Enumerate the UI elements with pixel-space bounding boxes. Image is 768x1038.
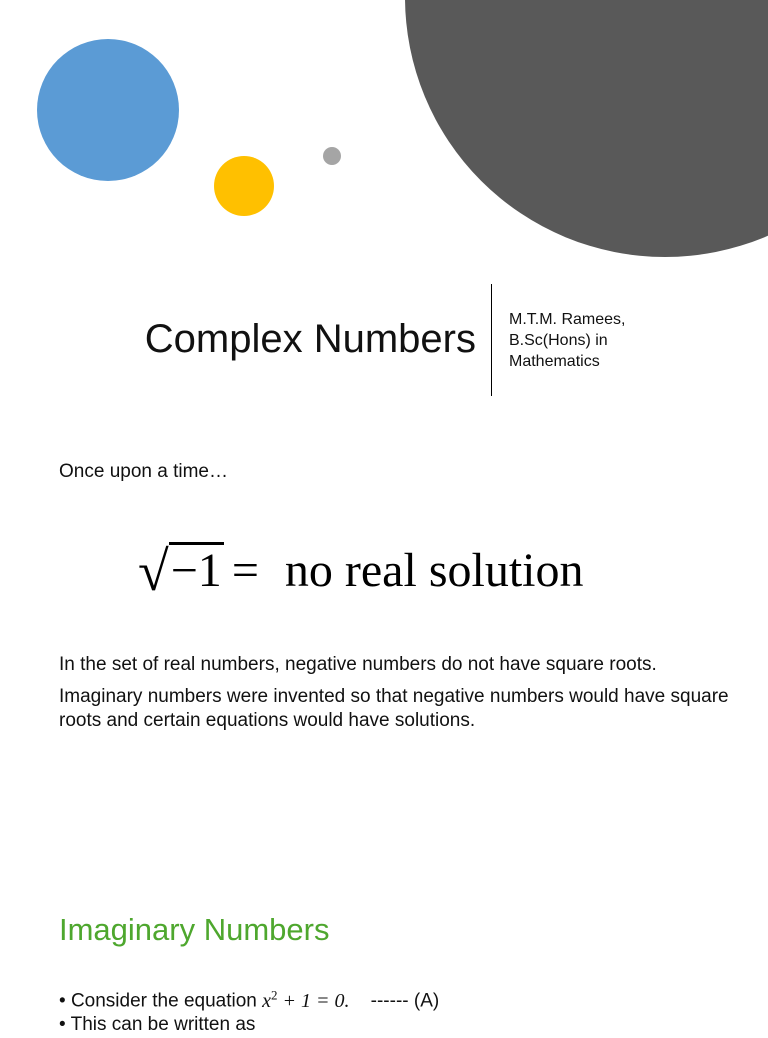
paragraph-real-numbers: In the set of real numbers, negative numbers do not have square roots. [59, 654, 657, 675]
equation-math: $x^2 + 1 = 0$. [262, 987, 350, 1012]
sqrt-formula [138, 530, 584, 610]
decorative-yellow-circle [214, 156, 274, 216]
bullet-written-as [59, 1012, 255, 1038]
title-divider [491, 284, 492, 396]
square-root-expression [138, 541, 224, 603]
author-field: Mathematics [509, 353, 600, 370]
author-block [509, 309, 625, 372]
formula-text: no real solution [284, 543, 584, 597]
bullet-marker-icon: • [59, 1014, 71, 1035]
slide-title: Complex Numbers [144, 317, 476, 361]
section-heading: Imaginary Numbers [59, 912, 330, 947]
intro-text: Once upon a time… [59, 461, 228, 482]
bullet-consider-equation [59, 982, 439, 1015]
bullet2-text: This can be written as [70, 1014, 256, 1035]
bullet-prefix: Consider the equation [70, 990, 257, 1012]
radicand: −1 [170, 544, 222, 598]
author-degree: B.Sc(Hons) in [509, 332, 608, 349]
decorative-grey-dot [323, 147, 341, 165]
decorative-blue-circle [37, 39, 179, 181]
author-name: M.T.M. Ramees, [509, 311, 626, 328]
decorative-dark-circle [405, 0, 768, 257]
equation-tag: ------ (A) [370, 990, 440, 1012]
bullet-marker-icon: • [59, 990, 71, 1012]
radical-sign-icon: √ [138, 541, 169, 603]
equals-sign: = [231, 543, 259, 597]
paragraph-imaginary-numbers: Imaginary numbers were invented so that negative numbers would have square roots and certain equations would have solutions. [59, 686, 729, 731]
